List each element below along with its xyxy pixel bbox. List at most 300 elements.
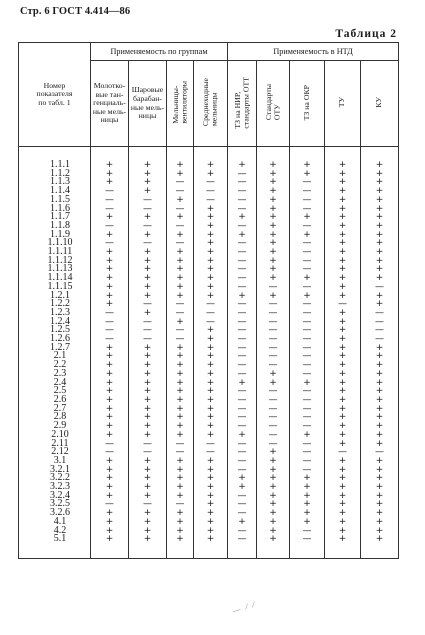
dash-mark: — <box>237 525 247 536</box>
plus-mark: + <box>143 394 152 405</box>
plus-mark: + <box>105 516 114 527</box>
plus-mark: + <box>338 438 347 449</box>
dash-mark: — <box>268 316 278 327</box>
plus-mark: + <box>176 273 184 284</box>
dash-mark: — <box>237 168 247 179</box>
plus-mark: + <box>143 360 152 371</box>
plus-mark: + <box>338 429 347 440</box>
plus-mark: + <box>303 229 311 240</box>
dash-mark: — <box>268 403 278 414</box>
row-index: 1.1.12 <box>19 257 91 266</box>
plus-mark: + <box>176 360 184 371</box>
dash-mark: — <box>302 534 312 545</box>
row-index: 5.1 <box>19 535 91 544</box>
closing-row <box>19 544 399 559</box>
plus-mark: + <box>176 403 184 414</box>
dash-mark: — <box>302 220 312 231</box>
plus-mark: + <box>303 273 311 284</box>
plus-mark: + <box>105 360 114 371</box>
plus-mark: + <box>269 255 277 266</box>
applicability-cell <box>257 535 290 544</box>
dash-mark: — <box>268 421 278 432</box>
dash-mark: — <box>302 447 312 458</box>
plus-mark: + <box>338 273 347 284</box>
plus-mark: + <box>176 455 184 466</box>
plus-mark: + <box>206 281 215 292</box>
plus-mark: + <box>143 264 152 275</box>
dash-mark: — <box>237 342 247 353</box>
plus-mark: + <box>143 508 152 519</box>
dash-mark: — <box>206 186 215 197</box>
dash-mark: — <box>143 499 152 510</box>
plus-mark: + <box>105 281 114 292</box>
row-index: 1.2.4 <box>19 318 91 327</box>
dash-mark: — <box>302 316 312 327</box>
row-index: 1.2.5 <box>19 326 91 335</box>
row-index: 2.4 <box>19 379 91 388</box>
table-title: Таблица 2 <box>335 28 397 40</box>
plus-mark: + <box>338 290 347 301</box>
dash-mark: — <box>302 307 312 318</box>
plus-mark: + <box>206 325 215 336</box>
plus-mark: + <box>269 247 277 258</box>
dash-mark: — <box>375 334 385 345</box>
plus-mark: + <box>176 394 184 405</box>
plus-mark: + <box>176 516 184 527</box>
applicability-cell <box>167 535 194 544</box>
plus-mark: + <box>375 160 384 170</box>
plus-mark: + <box>105 412 114 423</box>
plus-mark: + <box>338 412 347 423</box>
plus-mark: + <box>143 429 152 440</box>
plus-mark: + <box>338 360 347 371</box>
plus-mark: + <box>375 290 384 301</box>
plus-mark: + <box>338 281 347 292</box>
dash-mark: — <box>175 307 185 318</box>
plus-mark: + <box>206 212 215 223</box>
plus-mark: + <box>269 264 277 275</box>
dash-mark: — <box>302 360 312 371</box>
dash-mark: — <box>338 299 347 310</box>
plus-mark: + <box>338 342 347 353</box>
plus-mark: + <box>338 194 347 205</box>
plus-mark: + <box>338 464 347 475</box>
plus-mark: + <box>176 508 184 519</box>
plus-mark: + <box>238 290 246 301</box>
plus-mark: + <box>176 168 184 179</box>
sub-column-header-9: КУ <box>361 61 399 147</box>
dash-mark: — <box>302 438 312 449</box>
dash-mark: — <box>338 447 347 458</box>
dash-mark: — <box>105 499 114 510</box>
plus-mark: + <box>338 168 347 179</box>
row-index: 2.2 <box>19 361 91 370</box>
dash-mark: — <box>375 281 385 292</box>
plus-mark: + <box>105 403 114 414</box>
plus-mark: + <box>269 508 277 519</box>
plus-mark: + <box>269 473 277 484</box>
dash-mark: — <box>175 177 185 188</box>
row-index: 1.1.10 <box>19 239 91 248</box>
dash-mark: — <box>237 264 247 275</box>
plus-mark: + <box>338 490 347 501</box>
plus-mark: + <box>206 473 215 484</box>
dash-mark: — <box>302 247 312 258</box>
group-header-row <box>19 43 399 61</box>
applicability-cell <box>91 535 129 544</box>
plus-mark: + <box>375 351 384 362</box>
dash-mark: — <box>302 238 312 249</box>
plus-mark: + <box>176 194 184 205</box>
plus-mark: + <box>176 377 184 388</box>
plus-mark: + <box>269 273 277 284</box>
row-index: 1.1.14 <box>19 274 91 283</box>
plus-mark: + <box>206 429 215 440</box>
plus-mark: + <box>105 255 114 266</box>
plus-mark: + <box>303 473 311 484</box>
dash-mark: — <box>143 316 152 327</box>
plus-mark: + <box>143 482 152 493</box>
plus-mark: + <box>206 160 215 170</box>
row-index: 1.1.8 <box>19 222 91 231</box>
applicability-cell <box>228 535 257 544</box>
plus-mark: + <box>143 403 152 414</box>
plus-mark: + <box>338 229 347 240</box>
dash-mark: — <box>237 403 247 414</box>
plus-mark: + <box>143 307 152 318</box>
plus-mark: + <box>206 490 215 501</box>
dash-mark: — <box>105 334 114 345</box>
dash-mark: — <box>237 299 247 310</box>
plus-mark: + <box>238 516 246 527</box>
dash-mark: — <box>143 194 152 205</box>
plus-mark: + <box>303 508 311 519</box>
plus-mark: + <box>375 455 384 466</box>
plus-mark: + <box>338 160 347 170</box>
plus-mark: + <box>206 386 215 397</box>
dash-mark: — <box>268 351 278 362</box>
plus-mark: + <box>105 377 114 388</box>
sub-column-header-4: Среднеходные мельницы <box>194 61 228 147</box>
row-index: 3.2.6 <box>19 509 91 518</box>
plus-mark: + <box>375 534 384 545</box>
plus-mark: + <box>303 290 311 301</box>
plus-mark: + <box>375 429 384 440</box>
row-index: 2.12 <box>19 448 91 457</box>
row-index: 4.2 <box>19 527 91 536</box>
plus-mark: + <box>176 368 184 379</box>
dash-mark: — <box>237 394 247 405</box>
plus-mark: + <box>105 368 114 379</box>
dash-mark: — <box>206 307 215 318</box>
plus-mark: + <box>105 273 114 284</box>
table-row <box>19 535 399 544</box>
plus-mark: + <box>375 342 384 353</box>
plus-mark: + <box>338 247 347 258</box>
plus-mark: + <box>105 168 114 179</box>
plus-mark: + <box>375 177 384 188</box>
plus-mark: + <box>375 377 384 388</box>
plus-mark: + <box>269 455 277 466</box>
plus-mark: + <box>375 473 384 484</box>
row-index: 1.2.2 <box>19 300 91 309</box>
row-index: 1.1.3 <box>19 178 91 187</box>
plus-mark: + <box>143 421 152 432</box>
plus-mark: + <box>338 516 347 527</box>
dash-mark: — <box>105 316 114 327</box>
plus-mark: + <box>105 212 114 223</box>
dash-mark: — <box>175 186 185 197</box>
sub-column-header-7: ТЗ на ОКР <box>290 61 325 147</box>
plus-mark: + <box>143 368 152 379</box>
dash-mark: — <box>302 368 312 379</box>
plus-mark: + <box>206 360 215 371</box>
row-index: 1.1.2 <box>19 170 91 179</box>
plus-mark: + <box>269 490 277 501</box>
plus-mark: + <box>105 455 114 466</box>
dash-mark: — <box>206 447 215 458</box>
dash-mark: — <box>105 447 114 458</box>
dash-mark: — <box>302 334 312 345</box>
plus-mark: + <box>176 473 184 484</box>
plus-mark: + <box>238 377 246 388</box>
dash-mark: — <box>237 499 247 510</box>
dash-mark: — <box>105 438 114 449</box>
dash-mark: — <box>375 325 385 336</box>
group-header-by-groups: Применяемость по группам <box>91 43 228 61</box>
plus-mark: + <box>375 220 384 231</box>
sub-column-header-1: Молотко- вые тан- генциаль- ные мель- ницы <box>91 61 129 147</box>
row-index: 1.2.1 <box>19 292 91 301</box>
dash-mark: — <box>237 316 247 327</box>
plus-mark: + <box>303 429 311 440</box>
row-index: 1.1.4 <box>19 187 91 196</box>
plus-mark: + <box>176 247 184 258</box>
plus-mark: + <box>338 421 347 432</box>
dash-mark: — <box>237 421 247 432</box>
plus-mark: + <box>105 473 114 484</box>
plus-mark: + <box>105 421 114 432</box>
plus-mark: + <box>375 238 384 249</box>
dash-mark: — <box>105 194 114 205</box>
plus-mark: + <box>338 394 347 405</box>
plus-mark: + <box>105 342 114 353</box>
plus-mark: + <box>338 386 347 397</box>
dash-mark: — <box>268 386 278 397</box>
dash-mark: — <box>175 325 185 336</box>
plus-mark: + <box>206 368 215 379</box>
plus-mark: + <box>206 377 215 388</box>
plus-mark: + <box>238 229 246 240</box>
plus-mark: + <box>269 212 277 223</box>
plus-mark: + <box>269 525 277 536</box>
plus-mark: + <box>143 412 152 423</box>
sub-column-header-6: Стандарты ОТУ <box>257 61 290 147</box>
plus-mark: + <box>105 534 114 545</box>
dash-mark: — <box>175 220 185 231</box>
plus-mark: + <box>143 534 152 545</box>
dash-mark: — <box>237 464 247 475</box>
dash-mark: — <box>237 386 247 397</box>
plus-mark: + <box>176 342 184 353</box>
dash-mark: — <box>175 238 185 249</box>
plus-mark: + <box>338 482 347 493</box>
dash-mark: — <box>237 273 247 284</box>
plus-mark: + <box>338 508 347 519</box>
dash-mark: — <box>206 316 215 327</box>
dash-mark: — <box>302 412 312 423</box>
dash-mark: — <box>143 238 152 249</box>
row-index: 1.1.1 <box>19 161 91 170</box>
dash-mark: — <box>302 386 312 397</box>
plus-mark: + <box>143 229 152 240</box>
plus-mark: + <box>375 464 384 475</box>
applicability-cell <box>325 535 361 544</box>
plus-mark: + <box>176 160 184 170</box>
row-index: 1.1.5 <box>19 196 91 205</box>
plus-mark: + <box>176 386 184 397</box>
dash-mark: — <box>302 342 312 353</box>
dash-mark: — <box>302 464 312 475</box>
dash-mark: — <box>175 203 185 214</box>
dash-mark: — <box>237 325 247 336</box>
plus-mark: + <box>238 482 246 493</box>
dash-mark: — <box>143 325 152 336</box>
dash-mark: — <box>206 299 215 310</box>
plus-mark: + <box>206 264 215 275</box>
dash-mark: — <box>237 534 247 545</box>
dash-mark: — <box>268 334 278 345</box>
plus-mark: + <box>105 386 114 397</box>
plus-mark: + <box>206 508 215 519</box>
dash-mark: — <box>237 412 247 423</box>
dash-mark: — <box>268 412 278 423</box>
dash-mark: — <box>105 325 114 336</box>
plus-mark: + <box>206 464 215 475</box>
plus-mark: + <box>338 403 347 414</box>
plus-mark: + <box>176 290 184 301</box>
plus-mark: + <box>105 229 114 240</box>
plus-mark: + <box>206 455 215 466</box>
plus-mark: + <box>206 516 215 527</box>
plus-mark: + <box>176 490 184 501</box>
plus-mark: + <box>269 194 277 205</box>
plus-mark: + <box>269 203 277 214</box>
plus-mark: + <box>375 394 384 405</box>
applicability-cell <box>361 535 399 544</box>
plus-mark: + <box>375 360 384 371</box>
plus-mark: + <box>105 525 114 536</box>
plus-mark: + <box>176 281 184 292</box>
dash-mark: — <box>237 455 247 466</box>
dash-mark: — <box>302 403 312 414</box>
plus-mark: + <box>206 203 215 214</box>
plus-mark: + <box>338 238 347 249</box>
plus-mark: + <box>176 316 184 327</box>
plus-mark: + <box>375 412 384 423</box>
plus-mark: + <box>143 516 152 527</box>
plus-mark: + <box>269 368 277 379</box>
dash-mark: — <box>175 447 185 458</box>
plus-mark: + <box>303 482 311 493</box>
row-index: 2.10 <box>19 431 91 440</box>
dash-mark: — <box>375 447 385 458</box>
plus-mark: + <box>206 238 215 249</box>
dash-mark: — <box>268 299 278 310</box>
row-index: 1.2.3 <box>19 309 91 318</box>
plus-mark: + <box>206 220 215 231</box>
dash-mark: — <box>302 177 312 188</box>
row-index: 1.1.13 <box>19 265 91 274</box>
table-body <box>19 147 399 559</box>
plus-mark: + <box>143 168 152 179</box>
plus-mark: + <box>375 299 384 310</box>
plus-mark: + <box>143 351 152 362</box>
dash-mark: — <box>175 299 185 310</box>
plus-mark: + <box>269 229 277 240</box>
plus-mark: + <box>206 525 215 536</box>
row-index: 3.2.3 <box>19 483 91 492</box>
plus-mark: + <box>269 290 277 301</box>
row-index: 3.1 <box>19 457 91 466</box>
row-index: 2.6 <box>19 396 91 405</box>
dash-mark: — <box>237 238 247 249</box>
plus-mark: + <box>303 516 311 527</box>
plus-mark: + <box>269 377 277 388</box>
dash-mark: — <box>105 220 114 231</box>
plus-mark: + <box>375 499 384 510</box>
plus-mark: + <box>338 186 347 197</box>
dash-mark: — <box>206 177 215 188</box>
dash-mark: — <box>143 334 152 345</box>
plus-mark: + <box>303 490 311 501</box>
plus-mark: + <box>375 273 384 284</box>
plus-mark: + <box>206 412 215 423</box>
dash-mark: — <box>302 421 312 432</box>
row-index: 2.8 <box>19 413 91 422</box>
plus-mark: + <box>238 429 246 440</box>
plus-mark: + <box>176 264 184 275</box>
sub-column-header-3: Мельницы- вентиляторы <box>167 61 194 147</box>
applicability-table <box>18 42 399 559</box>
plus-mark: + <box>375 438 384 449</box>
sub-column-header-5: ТЗ на НИР, стандарты ОТТ <box>228 61 257 147</box>
plus-mark: + <box>105 429 114 440</box>
plus-mark: + <box>269 220 277 231</box>
plus-mark: + <box>375 525 384 536</box>
plus-mark: + <box>303 377 311 388</box>
dash-mark: — <box>237 220 247 231</box>
plus-mark: + <box>143 212 152 223</box>
plus-mark: + <box>375 203 384 214</box>
applicability-cell <box>194 535 228 544</box>
plus-mark: + <box>375 264 384 275</box>
dash-mark: — <box>302 351 312 362</box>
dash-mark: — <box>237 368 247 379</box>
plus-mark: + <box>269 186 277 197</box>
dash-mark: — <box>268 429 278 440</box>
plus-mark: + <box>206 247 215 258</box>
dash-mark: — <box>143 220 152 231</box>
dash-mark: — <box>237 194 247 205</box>
plus-mark: + <box>269 238 277 249</box>
plus-mark: + <box>269 534 277 545</box>
dash-mark: — <box>143 438 152 449</box>
plus-mark: + <box>206 534 215 545</box>
plus-mark: + <box>105 508 114 519</box>
plus-mark: + <box>338 334 347 345</box>
dash-mark: — <box>302 281 312 292</box>
